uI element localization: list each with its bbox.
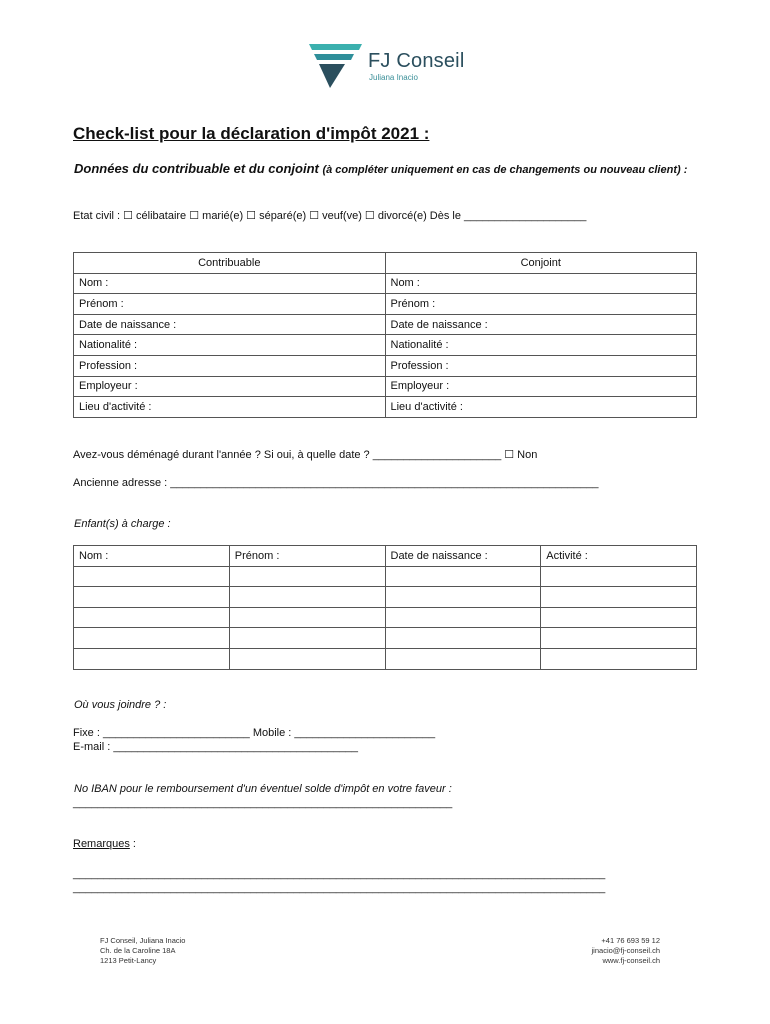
remarques-line-2[interactable]: _______________________________________________________________________________________ [73,882,606,894]
persons-table-cell[interactable]: Lieu d'activité : [74,397,386,418]
persons-table-header-cell: Contribuable [74,253,386,274]
remarques-suffix: : [129,838,136,850]
remarques-label: Remarques [73,838,130,850]
persons-table-cell[interactable]: Nom : [74,273,386,294]
footer-left-line: 1213 Petit-Lancy [100,956,157,965]
remarques-line-1[interactable]: _______________________________________________________________________________________ [73,868,606,880]
table-row [74,376,697,397]
section-heading-text: Données du contribuable et du conjoint [74,161,319,176]
table-row [74,628,697,649]
logo-subtitle: Juliana Inacio [369,73,418,82]
enfants-table-cell[interactable] [229,566,385,587]
footer-left-line: FJ Conseil, Juliana Inacio [100,936,186,945]
enfants-table-cell[interactable] [74,566,230,587]
enfants-table-header [74,546,697,567]
footer-website: www.fj-conseil.ch [602,956,660,965]
section-heading-note: (à compléter uniquement en cas de changements ou nouveau client) : [322,164,688,176]
table-row [74,397,697,418]
enfants-table-cell[interactable] [385,566,541,587]
etat-civil-line[interactable]: Etat civil : ☐ célibataire ☐ marié(e) ☐ séparé(e) ☐ veuf(ve) ☐ divorcé(e) Dès le ____________________ [73,210,587,222]
ancienne-adresse-line[interactable]: Ancienne adresse : ______________________________________________________________________ [73,477,599,489]
enfants-table [73,545,697,670]
persons-table-cell[interactable]: Nationalité : [74,335,386,356]
enfants-table-cell[interactable] [385,587,541,608]
persons-table [73,252,697,418]
enfants-table-cell[interactable] [74,607,230,628]
footer-left-line: Ch. de la Caroline 18A [100,946,176,955]
enfants-table-header-cell: Nom : [74,546,230,567]
email-line[interactable]: E-mail : ________________________________________ [73,741,359,753]
enfants-table-cell[interactable] [541,587,697,608]
enfants-table-header-cell: Prénom : [229,546,385,567]
table-row [74,294,697,315]
persons-table-cell[interactable]: Profession : [385,355,697,376]
enfants-table-cell[interactable] [74,628,230,649]
table-row [74,314,697,335]
enfants-table-cell[interactable] [229,648,385,669]
enfants-table-cell[interactable] [541,607,697,628]
footer-address [100,936,185,966]
table-row [74,607,697,628]
persons-table-cell[interactable]: Lieu d'activité : [385,397,697,418]
table-row [74,648,697,669]
table-row [74,587,697,608]
persons-table-cell[interactable]: Profession : [74,355,386,376]
table-row [74,355,697,376]
enfants-table-cell[interactable] [229,587,385,608]
fixe-mobile-line[interactable]: Fixe : ________________________ Mobile : _______________________ [73,727,436,739]
remarques-heading [73,838,136,850]
footer-contact [520,936,660,966]
persons-table-header [74,253,697,274]
enfants-table-cell[interactable] [385,607,541,628]
demenagement-question[interactable]: Avez-vous déménagé durant l'année ? Si oui, à quelle date ? _____________________ ☐ Non [73,449,538,461]
enfants-table-cell[interactable] [385,628,541,649]
enfants-table-cell[interactable] [541,648,697,669]
persons-table-cell[interactable]: Nationalité : [385,335,697,356]
persons-table-cell[interactable]: Date de naissance : [385,314,697,335]
table-row [74,273,697,294]
iban-heading: No IBAN pour le remboursement d'un éventuel solde d'impôt en votre faveur : [74,783,452,795]
page-title: Check-list pour la déclaration d'impôt 2021 : [73,124,430,143]
persons-table-cell[interactable]: Prénom : [385,294,697,315]
table-row [74,335,697,356]
contact-heading: Où vous joindre ? : [74,699,167,711]
persons-table-header-cell: Conjoint [385,253,697,274]
persons-table-cell[interactable]: Prénom : [74,294,386,315]
contribuable-section-heading [74,161,714,178]
footer-phone: +41 76 693 59 12 [601,936,660,945]
enfants-table-cell[interactable] [541,566,697,587]
enfants-table-cell[interactable] [74,648,230,669]
footer-email: jinacio@fj-conseil.ch [591,946,660,955]
enfants-table-cell[interactable] [74,587,230,608]
enfants-table-cell[interactable] [229,628,385,649]
iban-line[interactable]: ______________________________________________________________ [73,797,453,809]
persons-table-cell[interactable]: Nom : [385,273,697,294]
table-row [74,566,697,587]
enfants-table-cell[interactable] [385,648,541,669]
persons-table-cell[interactable]: Date de naissance : [74,314,386,335]
enfants-table-cell[interactable] [229,607,385,628]
persons-table-cell[interactable]: Employeur : [385,376,697,397]
enfants-heading: Enfant(s) à charge : [74,518,171,530]
logo-name: FJ Conseil [368,50,465,72]
persons-table-cell[interactable]: Employeur : [74,376,386,397]
enfants-table-header-cell: Activité : [541,546,697,567]
enfants-table-header-cell: Date de naissance : [385,546,541,567]
enfants-table-cell[interactable] [541,628,697,649]
